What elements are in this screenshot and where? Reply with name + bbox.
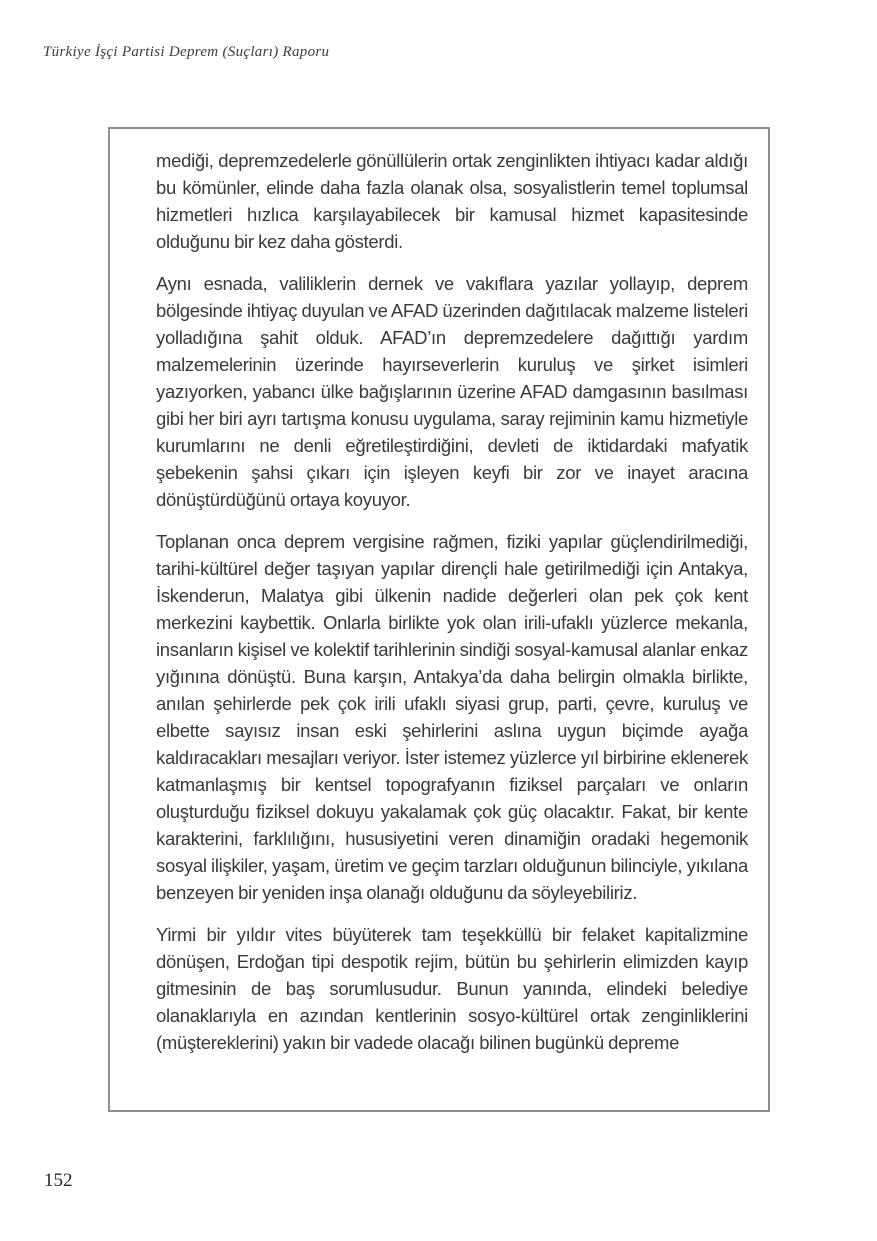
paragraph: Toplanan onca deprem vergisine rağmen, fiziki yapılar güçlendirilmediği, tarihi-kültürel değer taşıyan yapılar dirençli hale getirilmediği için Antakya, İskenderun, Malatya gibi ülkenin nadide değerleri olan pek çok kent merkezini kaybettik. Onlarla birlikte yok olan irili-ufaklı yüzlerce mekanla, insanların kişisel ve kolektif tarihlerinin sindiği sosyal-kamusal alanlar enkaz yığınına dönüştü. Buna karşın, Antakya’da daha belirgin olmakla birlikte, anılan şehirlerde pek çok irili ufaklı siyasi grup, parti, çevre, kuruluş ve elbette sayısız insan eski şehirlerini aslına uygun biçimde ayağa kaldıracakları mesajları veriyor. İster istemez yüzlerce yıl birbirine eklenerek katmanlaşmış bir kentsel topografyanın fiziksel parçaları ve onların oluşturduğu fiziksel dokuyu yakalamak çok güç olacaktır. Fakat, bir kente karakterini, farklılığını, hususiyetini veren dinamiğin oradaki hegemonik sosyal ilişkiler, yaşam, üretim ve geçim tarzları olduğunun bilinciyle, yıkılana benzeyen bir yeniden inşa olanağı olduğunu da söyleyebiliriz. xyxy=(156,531,748,903)
paragraph: mediği, depremzedelerle gönüllülerin ortak zenginlikten ihtiyacı kadar aldığı bu kömünler, elinde daha fazla olanak olsa, sosyalistlerin temel toplumsal hizmetleri hızlıca karşılayabilecek bir kamusal hizmet kapasitesinde olduğunu bir kez daha gösterdi. xyxy=(156,150,748,252)
text-frame xyxy=(108,127,770,1112)
paragraph: Yirmi bir yıldır vites büyüterek tam teşekküllü bir felaket kapitalizmine dönüşen, Erdoğan tipi despotik rejim, bütün bu şehirlerin elimizden kayıp gitmesinin de baş sorumlusudur. Bunun yanında, elindeki belediye olanaklarıyla en azından kentlerinin sosyo-kültürel ortak zenginliklerini (müştereklerini) yakın bir vadede olacağı bilinen bugünkü depreme xyxy=(156,924,748,1053)
page-number: 152 xyxy=(44,1170,73,1191)
body-text xyxy=(156,147,748,1071)
running-header: Türkiye İşçi Partisi Deprem (Suçları) Raporu xyxy=(43,44,330,60)
paragraph: Aynı esnada, valiliklerin dernek ve vakıflara yazılar yollayıp, deprem bölgesinde ihtiyaç duyulan ve AFAD üzerinden dağıtılacak malzeme listeleri yolladığına şahit olduk. AFAD’ın depremzedelere dağıttığı yardım malzemelerinin üzerinde hayırseverlerin kuruluş ve şirket isimleri yazıyorken, yabancı ülke bağışlarının üzerine AFAD damgasının basılması gibi her biri ayrı tartışma konusu uygulama, saray rejiminin kamu hizmetiyle kurumlarını ne denli eğretileştirdiğini, devleti de iktidardaki mafyatik şebekenin şahsi çıkarı için işleyen keyfi bir zor ve inayet aracına dönüştürdüğünü ortaya koyuyor. xyxy=(156,273,748,510)
